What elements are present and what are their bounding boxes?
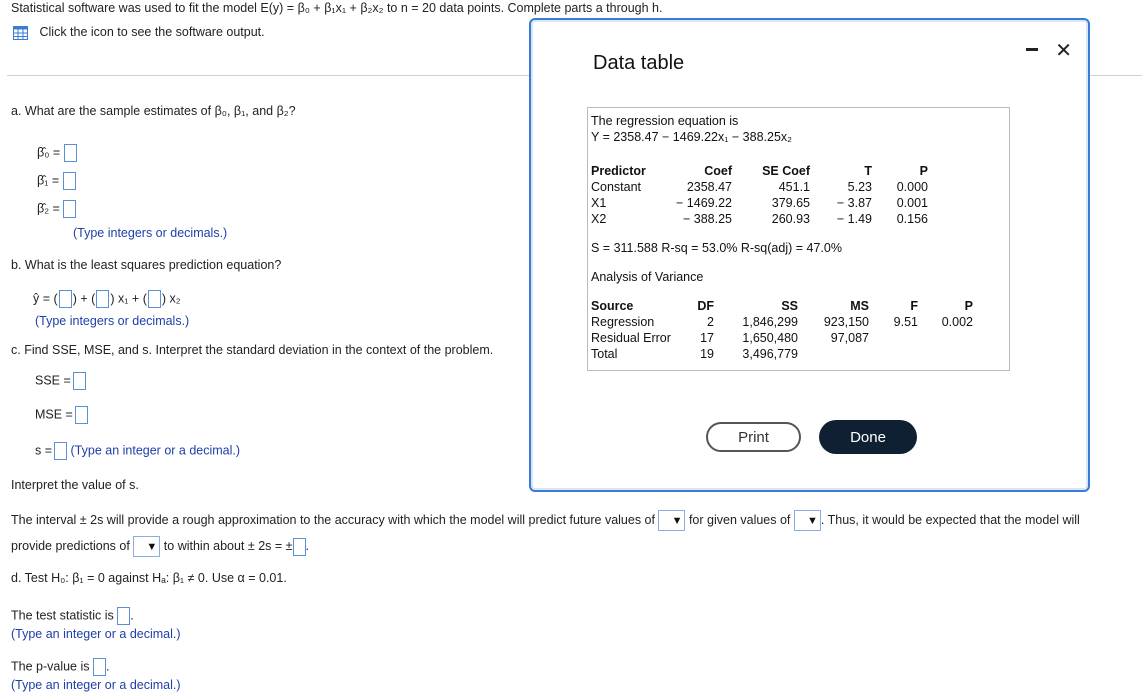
sse-row [35,372,86,390]
close-icon[interactable]: ✕ [1055,40,1072,62]
done-button[interactable]: Done [819,420,917,454]
anova-cell: Residual Error [591,331,671,345]
coef-header-predictor: Predictor [591,164,646,178]
coef-header-coef: Coef [704,164,732,178]
coef-header-t: T [864,164,872,178]
modal-title: Data table [593,52,685,74]
b0-row [37,144,77,162]
anova-cell: 923,150 [823,315,869,329]
coef-cell: X2 [591,212,607,226]
interval-text-3: . Thus, it would be expected that the model will [820,512,1080,527]
interval-sentence [11,510,1080,531]
coef-cell: Constant [591,180,642,194]
model-summary: S = 311.588 R-sq = 53.0% R-sq(adj) = 47.0% [591,241,842,255]
yhat-label: ŷ = [33,291,51,306]
anova-cell: 3,496,779 [742,347,798,361]
part-a-hint: (Type integers or decimals.) [73,226,228,240]
pvalue-input[interactable] [93,658,106,676]
sse-input[interactable] [73,372,86,390]
part-b-question: b. What is the least squares prediction equation? [11,258,282,272]
coef-cell: 379.65 [771,196,810,210]
mse-row [35,406,88,424]
dropdown-arrow-icon: ▼ [146,540,158,553]
test-stat-hint: (Type an integer or a decimal.) [11,627,181,641]
coef-cell: 0.001 [896,196,928,210]
interpret-label: Interpret the value of s. [11,478,139,492]
test-stat-period: . [130,608,134,623]
predict-text-2: to within about ± 2s = ± [163,538,293,553]
coef-cell: 2358.47 [686,180,732,194]
two-s-input[interactable] [293,538,306,556]
software-output [587,107,1010,371]
anova-header-ss: SS [781,299,798,313]
b1-input[interactable] [63,172,76,190]
coef-cell: 260.93 [771,212,810,226]
problem-statement: Statistical software was used to fit the model E(y) = β₀ + β₁x₁ + β₂x₂ to n = 20 data points. Complete parts a through h. [11,1,663,15]
future-values-dropdown[interactable] [658,510,685,531]
predict-sentence [11,536,309,557]
x1-coef-input[interactable] [96,290,109,308]
coef-cell: − 1469.22 [676,196,732,210]
plus-sign: + [80,291,88,306]
coef-cell: − 3.87 [836,196,872,210]
test-stat-input[interactable] [117,607,130,625]
pvalue-label: The p-value is [11,659,90,674]
coef-cell: − 388.25 [682,212,732,226]
coef-cell: 451.1 [778,180,810,194]
anova-cell: 17 [700,331,714,345]
data-table-link[interactable] [13,25,265,40]
print-button[interactable]: Print [706,422,801,452]
coef-cell: 5.23 [847,180,872,194]
dropdown-arrow-icon: ▼ [671,514,683,527]
minimize-icon[interactable] [1026,48,1038,51]
anova-cell: 1,650,480 [742,331,798,345]
coef-header-secoef: SE Coef [762,164,810,178]
anova-cell: 0.002 [941,315,973,329]
b2-label: β̂₂ = [37,201,60,216]
x2-coef-input[interactable] [148,290,161,308]
pvalue-row [11,658,109,676]
interval-text-1: The interval ± 2s will provide a rough approximation to the accuracy with which the model will predict future values of [11,512,655,527]
b0-input[interactable] [64,144,77,162]
x2-term: x₂ [169,291,181,306]
anova-cell: Regression [591,315,655,329]
anova-header-f: F [910,299,918,313]
click-instruction: Click the icon to see the software output. [39,25,265,39]
anova-header-p: P [964,299,973,313]
data-table-modal [529,18,1090,492]
anova-title: Analysis of Variance [591,270,704,284]
predict-text-1: provide predictions of [11,538,130,553]
intercept-input[interactable] [59,290,72,308]
b1-label: β̂₁ = [37,173,60,188]
s-label: s = [35,443,53,458]
given-values-dropdown[interactable] [794,510,821,531]
coef-header-p: P [919,164,928,178]
coef-cell: X1 [591,196,607,210]
anova-cell: 19 [700,347,714,361]
s-input[interactable] [54,442,67,460]
anova-cell: 9.51 [893,315,918,329]
anova-cell: Total [591,347,618,361]
mse-label: MSE = [35,407,73,422]
b2-row [37,200,76,218]
coef-cell: 0.156 [896,212,928,226]
coef-cell: − 1.49 [836,212,872,226]
anova-cell: 1,846,299 [742,315,798,329]
test-stat-row [11,607,134,625]
part-d-question: d. Test H₀: β₁ = 0 against Hₐ: β₁ ≠ 0. Use α = 0.01. [11,571,287,585]
b1-row [37,172,76,190]
pvalue-period: . [106,659,110,674]
predict-period: . [305,538,310,553]
anova-header-source: Source [591,299,634,313]
interval-text-2: for given values of [688,512,791,527]
sse-label: SSE = [35,373,71,388]
s-row [35,442,240,460]
table-icon[interactable] [13,26,28,40]
anova-header-df: DF [697,299,714,313]
anova-cell: 97,087 [830,331,869,345]
regression-equation: Y = 2358.47 − 1469.22x₁ − 388.25x₂ [591,130,793,144]
anova-header-ms: MS [850,299,869,313]
anova-cell: 2 [707,315,714,329]
test-stat-label: The test statistic is [11,608,114,623]
b0-label: β̂₀ = [37,145,61,160]
part-b-hint: (Type integers or decimals.) [35,314,190,328]
coef-cell: 0.000 [896,180,928,194]
prediction-equation: ŷ = ( ) + ( ) x₁ + ( ) x₂ [33,291,181,306]
mse-input[interactable] [75,406,88,424]
predictions-dropdown[interactable] [133,536,160,557]
dropdown-arrow-icon: ▼ [807,514,818,527]
b2-input[interactable] [63,200,76,218]
part-c-question: c. Find SSE, MSE, and s. Interpret the standard deviation in the context of the problem. [11,343,494,357]
x1-term: x₁ + [117,291,140,306]
part-a-question: a. What are the sample estimates of β₀, β₁, and β₂? [11,104,296,118]
s-hint: (Type an integer or a decimal.) [70,443,241,458]
regression-title: The regression equation is [591,114,739,128]
pvalue-hint: (Type an integer or a decimal.) [11,678,181,692]
